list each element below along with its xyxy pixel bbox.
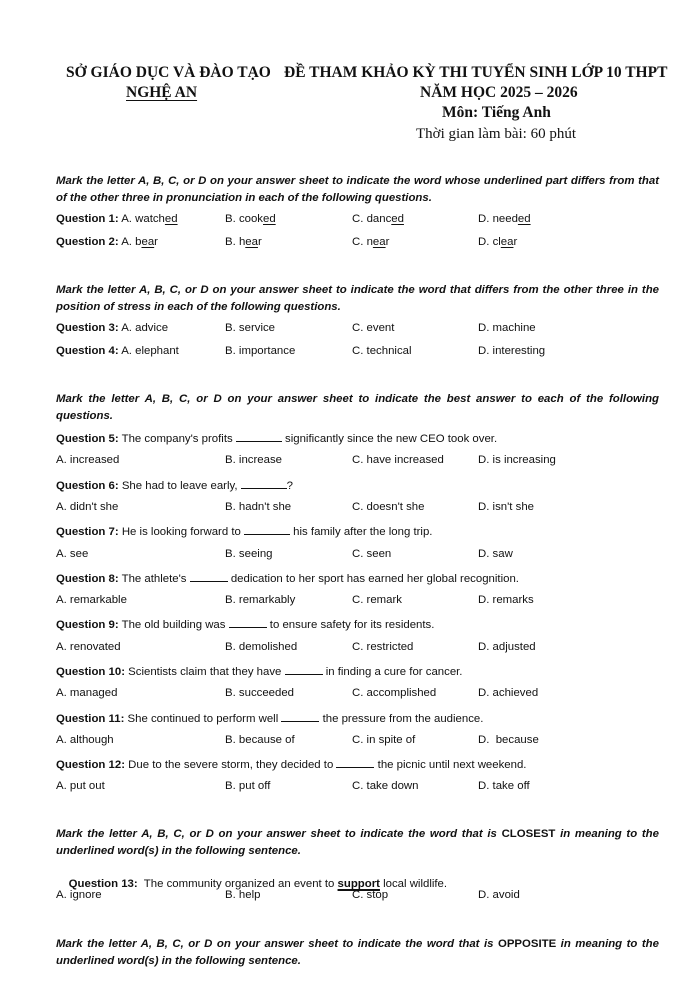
underlined-part: ed [164, 213, 178, 225]
question-label: Question 13: [68, 878, 138, 890]
question-label: Question 2: [56, 236, 119, 248]
question-7-options [56, 548, 666, 564]
section-instruction-opposite: Mark the letter A, B, C, or D on your answer sheet to indicate the word that is OPPOSITE in meaning to the underlined word(s) in the following sentence. [56, 938, 659, 967]
question-9-stem: Question 9: The old building was to ensure safety for its residents. [56, 619, 435, 631]
option-a: A. see [56, 548, 89, 560]
question-8-stem: Question 8: The athlete's dedication to her sport has earned her global recognition. [56, 573, 519, 585]
question-label: Question 4: [56, 345, 119, 357]
question-12-stem: Question 12: Due to the severe storm, they decided to the picnic until next weekend. [56, 759, 527, 771]
underlined-part: ea [372, 236, 386, 248]
option-b: B. remarkably [225, 594, 296, 606]
option-a: A. remarkable [56, 594, 127, 606]
subject: Môn: Tiếng Anh [442, 104, 551, 121]
question-13-stem: Question 13: The community organized an event to support local wildlife. [68, 878, 448, 890]
option-d: D. take off [478, 780, 530, 792]
answer-blank [190, 571, 228, 582]
option-b: B. hear [225, 236, 262, 248]
option-c: C. technical [352, 345, 412, 357]
option-d: D. machine [478, 322, 536, 334]
question-11-options [56, 734, 666, 750]
question-label: Question 5: [56, 433, 119, 445]
question-2 [56, 236, 666, 252]
option-b: B. hadn't she [225, 501, 292, 513]
option-d: D. because [478, 734, 539, 746]
underlined-part: ed [517, 213, 531, 225]
question-label: Question 12: [56, 759, 125, 771]
underlined-part: ea [141, 236, 155, 248]
answer-blank [229, 617, 267, 628]
option-a: Question 1: A. watched [56, 213, 178, 225]
option-c: C. doesn't she [352, 501, 425, 513]
option-d: D. achieved [478, 687, 539, 699]
option-c: C. have increased [352, 454, 444, 466]
option-a: A. managed [56, 687, 118, 699]
option-c: C. remark [352, 594, 402, 606]
underlined-keyword: support [337, 878, 380, 890]
option-d: D. avoid [478, 889, 520, 901]
option-b: B. because of [225, 734, 295, 746]
underlined-part: ea [245, 236, 258, 248]
answer-blank [336, 757, 374, 768]
question-8-options [56, 594, 666, 610]
option-b: B. demolished [225, 641, 298, 653]
option-d: D. needed [478, 213, 531, 225]
question-6-stem: Question 6: She had to leave early, ? [56, 480, 293, 492]
underlined-part: ea [500, 236, 514, 248]
option-b: B. put off [225, 780, 271, 792]
option-a: A. renovated [56, 641, 121, 653]
option-d: D. remarks [478, 594, 534, 606]
option-d: D. isn't she [478, 501, 534, 513]
option-c: C. near [352, 236, 390, 248]
question-13-options [56, 889, 666, 905]
option-a: Question 4: A. elephant [56, 345, 179, 357]
question-label: Question 10: [56, 666, 125, 678]
question-9-options [56, 641, 666, 657]
question-5-stem: Question 5: The company's profits significantly since the new CEO took over. [56, 433, 498, 445]
answer-blank [244, 524, 290, 535]
option-a: A. put out [56, 780, 105, 792]
option-c: C. accomplished [352, 687, 437, 699]
option-d: D. adjusted [478, 641, 536, 653]
answer-blank [241, 478, 287, 489]
question-label: Question 1: [56, 213, 119, 225]
option-c: C. take down [352, 780, 419, 792]
question-label: Question 9: [56, 619, 119, 631]
option-d: D. interesting [478, 345, 546, 357]
option-a: A. ignore [56, 889, 102, 901]
option-a: A. didn't she [56, 501, 119, 513]
question-7-stem: Question 7: He is looking forward to his family after the long trip. [56, 526, 433, 538]
option-b: B. service [225, 322, 276, 334]
question-3 [56, 322, 666, 338]
province-name: NGHỆ AN [126, 84, 198, 101]
option-c: C. restricted [352, 641, 414, 653]
answer-blank [285, 664, 323, 675]
underlined-part: ed [391, 213, 404, 225]
question-11-stem: Question 11: She continued to perform well the pressure from the audience. [56, 713, 484, 725]
option-c: C. seen [352, 548, 392, 560]
question-label: Question 3: [56, 322, 119, 334]
option-b: B. succeeded [225, 687, 295, 699]
question-label: Question 11: [56, 713, 125, 725]
option-b: B. increase [225, 454, 282, 466]
section-instruction-closest: Mark the letter A, B, C, or D on your answer sheet to indicate the word that is CLOSEST in meaning to the underlined word(s) in the following sentence. [56, 828, 659, 857]
question-4 [56, 345, 666, 361]
option-c: C. stop [352, 889, 389, 901]
option-d: D. clear [478, 236, 518, 248]
option-b: B. importance [225, 345, 296, 357]
section-instruction-stress: Mark the letter A, B, C, or D on your answer sheet to indicate the word that differs from the other three in the position of stress in each of the following questions. [56, 284, 659, 313]
option-c: C. in spite of [352, 734, 416, 746]
option-a: Question 3: A. advice [56, 322, 169, 334]
option-c: C. danced [352, 213, 404, 225]
exam-title: ĐỀ THAM KHẢO KỲ THI TUYỂN SINH LỚP 10 THPT [284, 64, 668, 81]
underlined-part: ed [263, 213, 276, 225]
option-d: D. is increasing [478, 454, 556, 466]
section-instruction-best-answer: Mark the letter A, B, C, or D on your answer sheet to indicate the best answer to each of the following questions. [56, 393, 659, 422]
question-10-stem: Question 10: Scientists claim that they have in finding a cure for cancer. [56, 666, 463, 678]
time-limit: Thời gian làm bài: 60 phút [416, 126, 576, 142]
section-instruction-pronunciation: Mark the letter A, B, C, or D on your answer sheet to indicate the word whose underlined part differs from that of the other three in pronunciation in each of the following questions. [56, 175, 659, 204]
option-a: A. although [56, 734, 114, 746]
answer-blank [236, 431, 282, 442]
question-12-options [56, 780, 666, 796]
question-6-options [56, 501, 666, 517]
question-1 [56, 213, 666, 229]
option-d: D. saw [478, 548, 513, 560]
option-a: A. increased [56, 454, 120, 466]
question-label: Question 6: [56, 480, 119, 492]
option-b: B. cooked [225, 213, 276, 225]
department-name: SỞ GIÁO DỤC VÀ ĐÀO TẠO [66, 64, 271, 81]
school-year: NĂM HỌC 2025 – 2026 [420, 84, 578, 101]
option-b: B. help [225, 889, 261, 901]
question-label: Question 7: [56, 526, 119, 538]
option-b: B. seeing [225, 548, 273, 560]
question-5-options [56, 454, 666, 470]
question-label: Question 8: [56, 573, 119, 585]
question-10-options [56, 687, 666, 703]
option-c: C. event [352, 322, 395, 334]
option-a: Question 2: A. bear [56, 236, 158, 248]
answer-blank [281, 711, 319, 722]
